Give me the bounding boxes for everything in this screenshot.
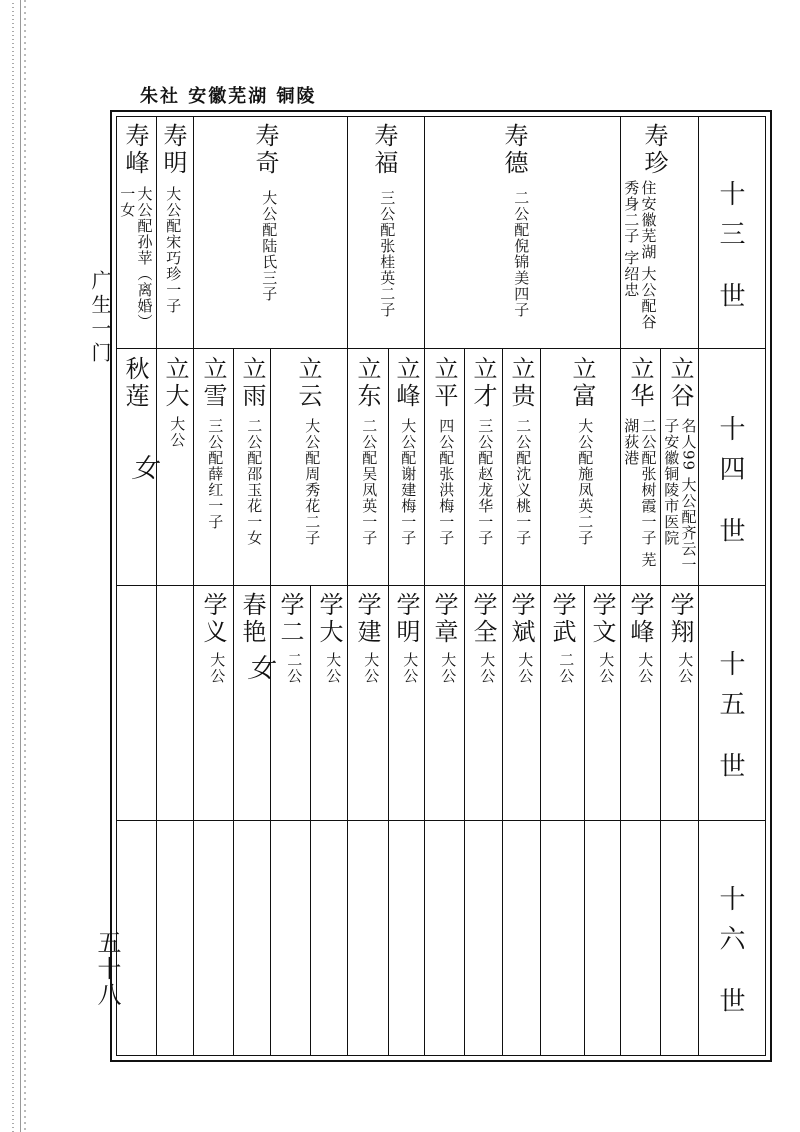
person-name: 立雨 <box>238 356 266 410</box>
person-name: 学章 <box>430 592 458 646</box>
person-note: 大公 <box>208 652 227 684</box>
page-header: 朱社 安徽芜湖 铜陵 <box>140 86 317 107</box>
person-note: 大公 <box>636 652 655 684</box>
person-note: 名人99 大公配齐云一 子安徽铜陵市医院 <box>662 418 698 573</box>
row14-divider <box>233 348 234 585</box>
person-note: 女 <box>127 454 157 480</box>
person-name: 立云 <box>294 356 322 410</box>
row15-divider <box>233 585 234 1055</box>
person-note: 大公 <box>401 652 420 684</box>
person-name: 学义 <box>199 592 227 646</box>
binding-stitch <box>24 0 26 1132</box>
row14-divider <box>464 348 465 585</box>
person-name: 立贵 <box>507 356 535 410</box>
person-note: 大公配谢建梅一子 <box>399 418 418 546</box>
person-note: 大公配施凤英二子 <box>576 418 595 546</box>
person-note: 大公 <box>362 652 381 684</box>
side-label: 广生一门 <box>88 270 112 366</box>
person-name: 立富 <box>568 356 596 410</box>
row14-divider <box>347 348 348 585</box>
row14-divider <box>193 348 194 585</box>
person-note: 大公 <box>168 416 187 448</box>
person-name: 学翔 <box>666 592 694 646</box>
person-name: 立峰 <box>392 356 420 410</box>
person-note: 大公 <box>324 652 343 684</box>
person-note: 二公配张树霞一子 芜湖荻港 <box>622 418 658 568</box>
person-name: 学大 <box>315 592 343 646</box>
person-note: 二公配邵玉花一女 <box>245 418 264 546</box>
person-note: 三公配赵龙华一子 <box>476 418 495 546</box>
row14-divider <box>424 348 425 585</box>
person-note: 大公配孙苹（离婚） 一女 <box>118 186 154 330</box>
page-number: 五十八 <box>93 930 121 1008</box>
person-name: 立雪 <box>199 356 227 410</box>
person-note: 住安徽芜湖 大公配谷秀身二子 字绍忠 <box>622 180 658 330</box>
row15-divider <box>156 585 157 1055</box>
row14-divider <box>620 348 621 585</box>
person-name: 学建 <box>353 592 381 646</box>
person-name: 立东 <box>353 356 381 410</box>
person-note: 大公 <box>478 652 497 684</box>
person-note: 四公配张洪梅一子 <box>437 418 456 546</box>
person-name: 寿明 <box>159 123 187 177</box>
person-note: 女 <box>243 654 273 680</box>
person-name: 寿德 <box>500 123 528 177</box>
generation-label: 十三 世 <box>715 180 745 323</box>
person-name: 学明 <box>392 592 420 646</box>
person-name: 学峰 <box>626 592 654 646</box>
person-note: 二公配吴凤英一子 <box>360 418 379 546</box>
gen-column-divider <box>698 117 699 1055</box>
person-note: 大公配宋巧珍一子 <box>164 186 183 314</box>
row15-divider <box>310 585 311 1055</box>
person-name: 寿福 <box>370 123 398 177</box>
person-note: 大公配周秀花二子 <box>303 418 322 546</box>
table-inner-frame <box>116 116 766 1056</box>
row15-divider <box>193 585 194 1055</box>
person-note: 二公配倪锦美四子 <box>512 190 531 318</box>
row15-divider <box>660 585 661 1055</box>
row15-divider <box>502 585 503 1055</box>
row15-divider <box>347 585 348 1055</box>
person-name: 立谷 <box>666 356 694 410</box>
person-name: 寿奇 <box>251 123 279 177</box>
person-name: 寿峰 <box>121 123 149 177</box>
person-name: 寿珍 <box>640 123 668 177</box>
row13-divider <box>620 117 621 348</box>
row14-divider <box>388 348 389 585</box>
row15-divider <box>464 585 465 1055</box>
person-note: 大公配陆氏三子 <box>260 190 279 302</box>
row15-divider <box>620 585 621 1055</box>
person-name: 立大 <box>161 356 189 410</box>
person-name: 学斌 <box>507 592 535 646</box>
person-note: 二公 <box>285 652 304 684</box>
person-name: 秋莲 <box>121 356 149 410</box>
person-note: 二公 <box>557 652 576 684</box>
row13-divider <box>347 117 348 348</box>
row-divider-15-16 <box>117 820 765 821</box>
person-note: 大公 <box>676 652 695 684</box>
person-name: 学武 <box>548 592 576 646</box>
generation-label: 十四 世 <box>715 415 745 558</box>
row15-divider <box>388 585 389 1055</box>
generation-label: 十五 世 <box>715 650 745 793</box>
row13-divider <box>424 117 425 348</box>
person-note: 三公配薛红一子 <box>206 418 225 530</box>
binding-edge <box>0 0 21 1132</box>
person-note: 大公 <box>439 652 458 684</box>
row15-divider <box>424 585 425 1055</box>
row14-divider <box>660 348 661 585</box>
row14-divider <box>270 348 271 585</box>
row15-divider <box>540 585 541 1055</box>
row13-divider <box>193 117 194 348</box>
row14-divider <box>540 348 541 585</box>
person-name: 立华 <box>626 356 654 410</box>
person-name: 学文 <box>588 592 616 646</box>
person-name: 春艳 <box>238 592 266 646</box>
person-note: 三公配张桂英二子 <box>378 190 397 318</box>
person-name: 学全 <box>469 592 497 646</box>
person-note: 二公配沈义桃一子 <box>514 418 533 546</box>
row15-divider <box>584 585 585 1055</box>
person-note: 大公 <box>516 652 535 684</box>
row-divider-13-14 <box>117 348 765 349</box>
person-name: 立才 <box>469 356 497 410</box>
person-note: 大公 <box>597 652 616 684</box>
person-name: 学二 <box>276 592 304 646</box>
generation-label: 十六 世 <box>715 885 745 1028</box>
row14-divider <box>502 348 503 585</box>
row13-divider <box>156 117 157 348</box>
person-name: 立平 <box>430 356 458 410</box>
row-divider-14-15 <box>117 585 765 586</box>
